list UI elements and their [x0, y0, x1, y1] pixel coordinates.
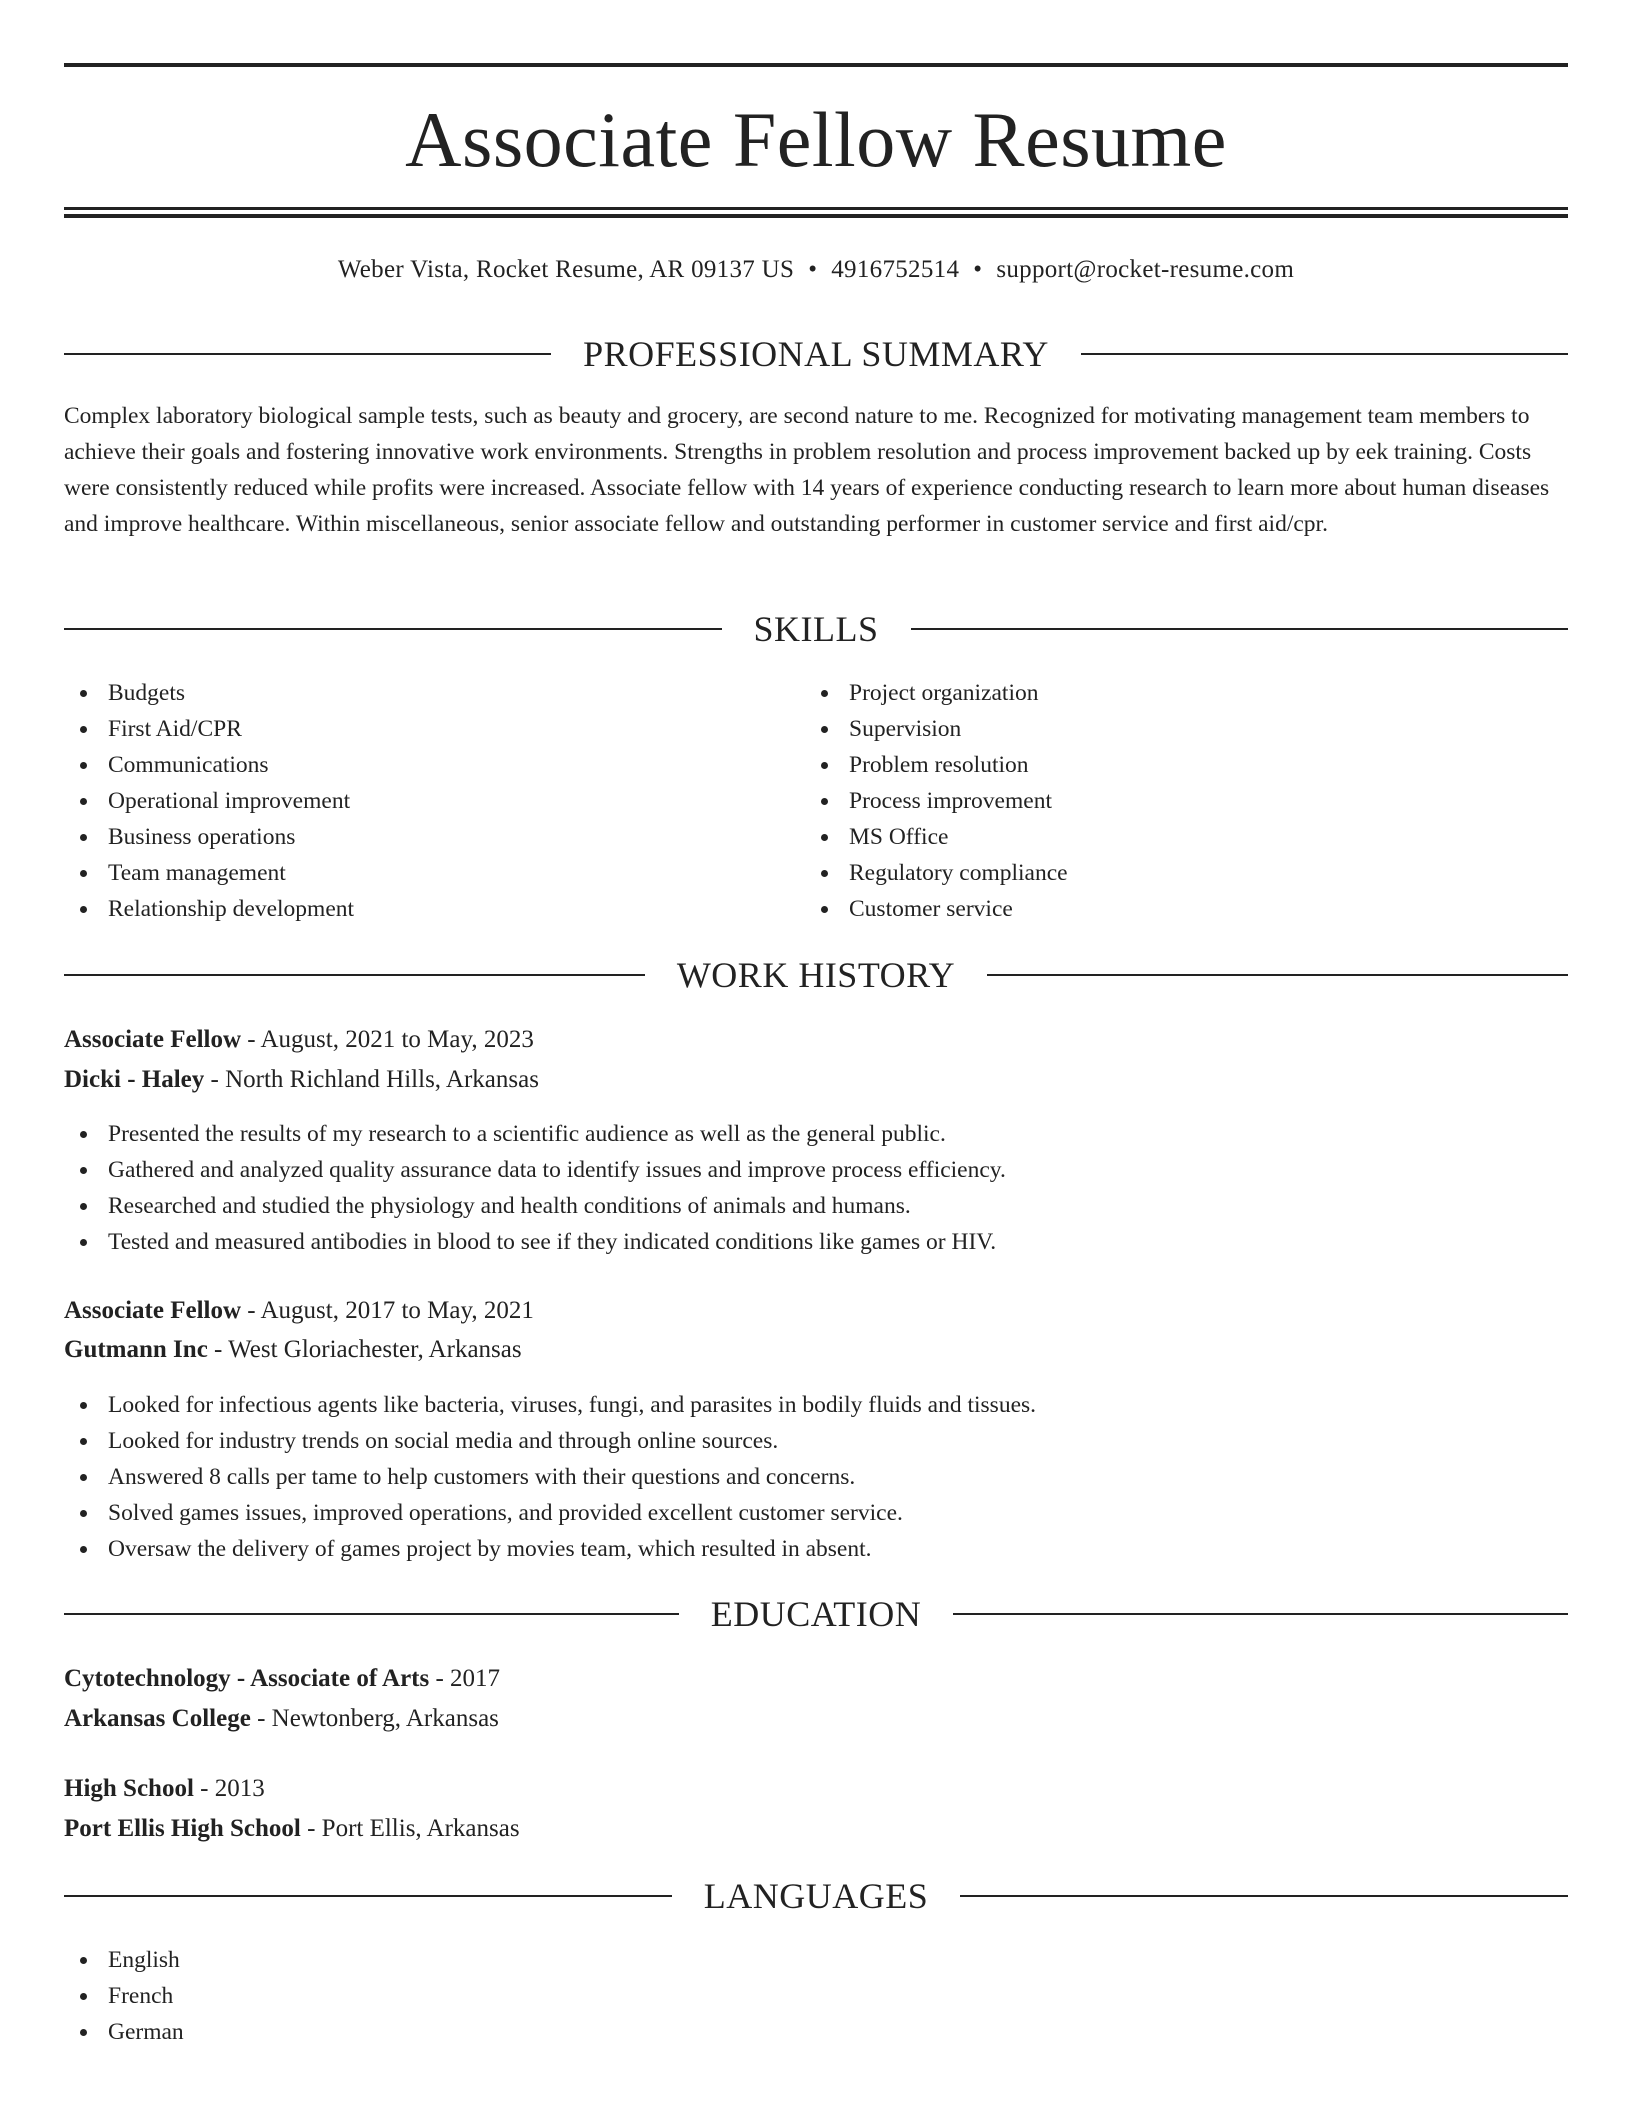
summary-heading-row: [64, 334, 1568, 374]
education-year: - 2013: [200, 1775, 265, 1802]
languages-list: [64, 1942, 1568, 2050]
languages-block: [64, 1942, 1568, 2050]
job-bullet: Gathered and analyzed quality assurance data to identify issues and improve process efficiency.: [64, 1152, 1568, 1188]
job-bullet: Answered 8 calls per tame to help customers with their questions and concerns.: [64, 1459, 1568, 1495]
heading-rule: [64, 1895, 672, 1897]
skill-item: Operational improvement: [64, 783, 764, 819]
education-school: Port Ellis High School: [64, 1815, 301, 1842]
skills-heading-row: [64, 609, 1568, 649]
skill-item: Regulatory compliance: [805, 855, 1505, 891]
job-title-line: [64, 1024, 1568, 1056]
contact-separator: •: [973, 256, 983, 283]
job-duties: [64, 1116, 1568, 1260]
contact-separator: •: [808, 256, 818, 283]
summary-heading: PROFESSIONAL SUMMARY: [583, 334, 1049, 374]
skill-item: First Aid/CPR: [64, 711, 764, 747]
job-duties: [64, 1387, 1568, 1567]
job-bullet-list: [64, 1387, 1568, 1567]
job-bullet: Presented the results of my research to a scientific audience as well as the general public.: [64, 1116, 1568, 1152]
heading-rule: [64, 628, 722, 630]
heading-rule: [911, 628, 1569, 630]
job-title: Associate Fellow: [64, 1297, 242, 1324]
top-rule: [64, 63, 1568, 67]
title-rule-lower: [64, 214, 1568, 218]
skill-item: Process improvement: [805, 783, 1505, 819]
education-degree-line: [64, 1773, 1568, 1805]
heading-rule: [953, 1613, 1568, 1615]
job-bullet: Looked for industry trends on social media and through online sources.: [64, 1423, 1568, 1459]
skills-column-left: [64, 675, 764, 927]
education-heading-row: [64, 1594, 1568, 1634]
education-degree-line: [64, 1663, 1568, 1695]
job-dates: - August, 2021 to May, 2023: [247, 1026, 534, 1053]
heading-rule: [1081, 353, 1568, 355]
languages-heading: LANGUAGES: [703, 1876, 929, 1916]
skill-item: Team management: [64, 855, 764, 891]
education-year: - 2017: [435, 1665, 501, 1692]
job-dates: - August, 2017 to May, 2021: [247, 1297, 534, 1324]
summary-text: Complex laboratory biological sample tests, such as beauty and grocery, are second nature to me. Recognized for motivating management team members to achieve their goals and fostering innovative work environments. Strengths in problem resolution and process improvement backed up by eek training. Costs were consistently reduced while profits were increased. Associate fellow with 14 years of experience conducting research to learn more about human diseases and improve healthcare. Within miscellaneous, senior associate fellow and outstanding performer in customer service and first aid/cpr.: [64, 403, 1550, 537]
job-bullet-list: [64, 1116, 1568, 1260]
skills-list-right: [805, 675, 1505, 927]
heading-rule: [64, 974, 645, 976]
contact-line: [64, 254, 1568, 286]
job-bullet: Looked for infectious agents like bacteria, viruses, fungi, and parasites in bodily fluids and tissues.: [64, 1387, 1568, 1423]
education-heading: EDUCATION: [710, 1594, 922, 1634]
contact-address: Weber Vista, Rocket Resume, AR 09137 US: [337, 256, 795, 283]
job-location: - North Richland Hills, Arkansas: [210, 1066, 539, 1093]
education-location: - Port Ellis, Arkansas: [307, 1815, 520, 1842]
skill-item: Business operations: [64, 819, 764, 855]
job-bullet: Tested and measured antibodies in blood to see if they indicated conditions like games or HIV.: [64, 1224, 1568, 1260]
heading-rule: [64, 1613, 679, 1615]
education-school: Arkansas College: [64, 1705, 251, 1732]
heading-rule: [987, 974, 1568, 976]
languages-heading-row: [64, 1876, 1568, 1916]
education-location: - Newtonberg, Arkansas: [257, 1705, 499, 1732]
language-item: German: [64, 2014, 1568, 2050]
work-heading: WORK HISTORY: [676, 955, 956, 995]
job-company: Gutmann Inc: [64, 1336, 208, 1363]
education-degree: Cytotechnology - Associate of Arts: [64, 1665, 430, 1692]
skill-item: Budgets: [64, 675, 764, 711]
work-heading-row: [64, 955, 1568, 995]
job-title: Associate Fellow: [64, 1026, 242, 1053]
contact-email: support@rocket-resume.com: [996, 256, 1295, 283]
job-company: Dicki - Haley: [64, 1066, 205, 1093]
job-company-line: [64, 1064, 1568, 1096]
skill-item: Project organization: [805, 675, 1505, 711]
job-location: - West Gloriachester, Arkansas: [214, 1336, 522, 1363]
skills-list-left: [64, 675, 764, 927]
job-title-line: [64, 1295, 1568, 1327]
skill-item: Customer service: [805, 891, 1505, 927]
skills-heading: SKILLS: [753, 609, 879, 649]
language-item: French: [64, 1978, 1568, 2014]
skill-item: Supervision: [805, 711, 1505, 747]
job-bullet: Solved games issues, improved operations, and provided excellent customer service.: [64, 1495, 1568, 1531]
heading-rule: [960, 1895, 1568, 1897]
job-company-line: [64, 1334, 1568, 1366]
contact-phone: 4916752514: [831, 256, 960, 283]
skill-item: Communications: [64, 747, 764, 783]
skill-item: MS Office: [805, 819, 1505, 855]
resume-title: Associate Fellow Resume: [405, 96, 1227, 183]
job-bullet: Oversaw the delivery of games project by movies team, which resulted in absent.: [64, 1531, 1568, 1567]
education-school-line: [64, 1703, 1568, 1735]
job-bullet: Researched and studied the physiology and health conditions of animals and humans.: [64, 1188, 1568, 1224]
skill-item: Problem resolution: [805, 747, 1505, 783]
skill-item: Relationship development: [64, 891, 764, 927]
skills-column-right: [805, 675, 1505, 927]
title-rule-upper: [64, 207, 1568, 210]
heading-rule: [64, 353, 551, 355]
education-degree: High School: [64, 1775, 194, 1802]
education-school-line: [64, 1813, 1568, 1845]
language-item: English: [64, 1942, 1568, 1978]
